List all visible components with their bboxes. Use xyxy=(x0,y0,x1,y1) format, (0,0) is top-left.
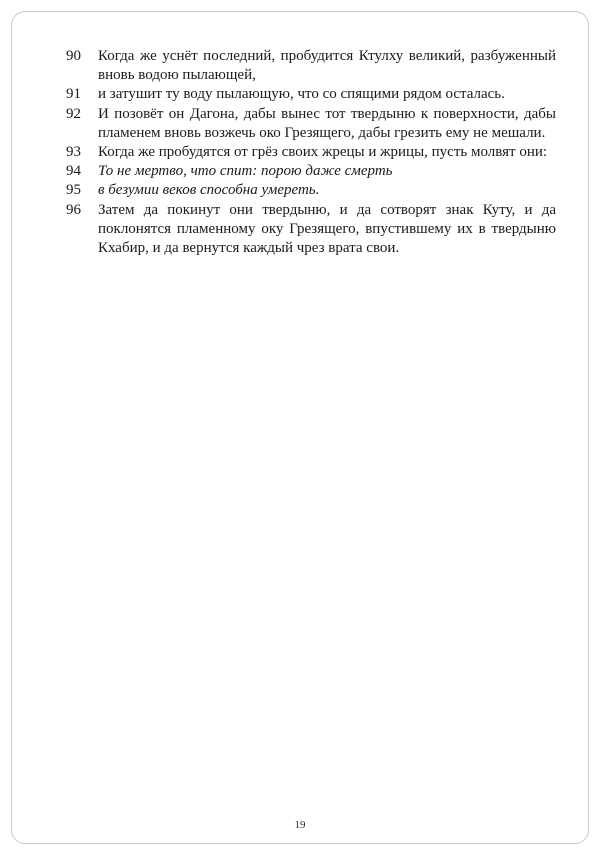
verse-text: То не мертво, что спит: порою даже смерть xyxy=(98,163,393,180)
verse-text: Затем да покинут они твердыню, и да сотворят знак Куту, и да поклонятся пламенному оку Грезящего, впустившему их в твердыню Кхабир, и да вернутся каждый чрез врата свои. xyxy=(98,201,556,257)
verse-text: Когда же пробудятся от грёз своих жрецы и жрицы, пусть молвят они: xyxy=(98,144,548,161)
verse-number: 91 xyxy=(66,86,81,103)
verse-number: 90 xyxy=(66,48,81,64)
verse-row xyxy=(66,201,556,259)
verse-row xyxy=(66,85,556,104)
verse-number: 92 xyxy=(66,105,81,122)
verse-row xyxy=(66,105,556,143)
verse-number: 94 xyxy=(66,163,81,180)
verse-number: 95 xyxy=(66,182,81,199)
page-number: 19 xyxy=(294,819,306,831)
verse-row xyxy=(66,181,556,200)
verse-number: 96 xyxy=(66,201,81,218)
verse-text: Когда же уснёт последний, пробудится Ктулху великий, разбуженный вновь водою пылающей, xyxy=(98,48,556,84)
verse-text: И позовёт он Дагона, дабы вынес тот твердыню к поверхности, дабы пламенем вновь возжечь око Грезящего, дабы грезить ему не мешали. xyxy=(98,105,556,141)
verse-row xyxy=(66,143,556,162)
verse-row xyxy=(66,47,556,85)
verse-row xyxy=(66,162,556,181)
verse-text: и затушит ту воду пылающую, что со спящими рядом осталась. xyxy=(98,86,505,103)
verse-number: 93 xyxy=(66,144,81,161)
verse-text: в безумии веков способна умереть. xyxy=(98,182,320,199)
verse-list xyxy=(66,47,556,258)
